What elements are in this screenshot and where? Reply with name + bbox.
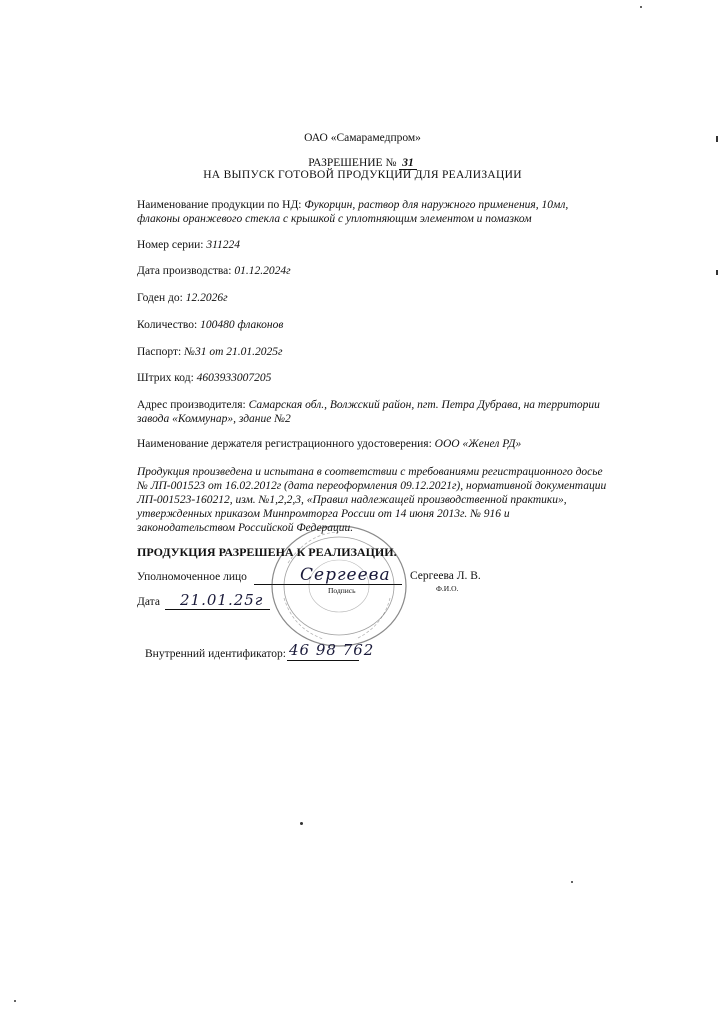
passport-row <box>137 346 283 358</box>
statement-line-1: Продукция произведена и испытана в соответствии с требованиями регистрационного досье <box>137 466 603 478</box>
expiry-row <box>137 292 228 304</box>
product-value-1: Фукорцин, раствор для наружного применения, 10мл, <box>304 199 569 211</box>
date-line <box>165 609 270 610</box>
product-label: Наименование продукции по НД: <box>137 199 302 211</box>
holder-row <box>137 438 521 450</box>
permit-subtitle: НА ВЫПУСК ГОТОВОЙ ПРОДУКЦИИ ДЛЯ РЕАЛИЗАЦИИ <box>203 169 522 181</box>
passport-label: Паспорт: <box>137 346 182 358</box>
production-date-value: 01.12.2024г <box>234 265 291 277</box>
production-date-label: Дата производства: <box>137 265 232 277</box>
series-value: 311224 <box>206 239 240 251</box>
barcode-label: Штрих код: <box>137 372 194 384</box>
holder-label: Наименование держателя регистрационного удостоверения: <box>137 438 432 450</box>
statement-line-5: законодательством Российской Федерации. <box>137 522 354 534</box>
address-label: Адрес производителя: <box>137 399 246 411</box>
series-row <box>137 239 240 251</box>
stamp-caption: Подпись <box>328 586 356 595</box>
passport-value: №31 от 21.01.2025г <box>184 346 283 358</box>
permit-title-prefix: РАЗРЕШЕНИЕ № <box>308 157 397 169</box>
signer-name: Сергеева Л. В. <box>410 570 481 582</box>
authorized-label: Уполномоченное лицо <box>137 571 247 583</box>
internal-id-label: Внутренний идентификатор: <box>145 648 286 660</box>
barcode-row <box>137 372 271 384</box>
approval-date: 21.01.25г <box>180 591 264 609</box>
internal-id-line <box>287 660 359 661</box>
scan-speck <box>716 136 718 142</box>
scan-speck <box>640 6 642 8</box>
permit-number: 31 <box>399 157 417 170</box>
approval-heading: ПРОДУКЦИЯ РАЗРЕШЕНА К РЕАЛИЗАЦИИ. <box>137 545 397 559</box>
product-name-line1 <box>137 199 568 211</box>
handwritten-signature: Сергеева <box>300 565 391 585</box>
address-value-2: завода «Коммунар», здание №2 <box>137 413 291 425</box>
scan-speck <box>571 881 573 883</box>
expiry-value: 12.2026г <box>185 292 228 304</box>
statement-line-3: ЛП-001523-160212, изм. №1,2,2,3, «Правил надлежащей производственной практики», <box>137 494 567 506</box>
quantity-label: Количество: <box>137 319 198 331</box>
date-label: Дата <box>137 596 160 608</box>
series-label: Номер серии: <box>137 239 204 251</box>
statement-line-2: № ЛП-001523 от 16.02.2012г (дата переоформления 09.12.2021г), нормативной документации <box>137 480 607 492</box>
production-date-row <box>137 265 291 277</box>
internal-id-value: 46 98 762 <box>289 641 375 659</box>
expiry-label: Годен до: <box>137 292 183 304</box>
address-line1 <box>137 399 600 411</box>
scan-speck <box>300 822 303 825</box>
address-value-1: Самарская обл., Волжский район, пгт. Петра Дубрава, на территории <box>248 399 600 411</box>
scan-speck <box>14 1000 16 1002</box>
quantity-value: 100480 флаконов <box>200 319 284 331</box>
barcode-value: 4603933007205 <box>196 372 272 384</box>
scan-speck <box>716 270 718 275</box>
product-value-2: флаконы оранжевого стекла с крышкой с уплотняющим элементом и помазком <box>137 213 532 225</box>
quantity-row <box>137 319 283 331</box>
statement-line-4: утвержденных приказом Минпромторга России от 14 июня 2013г. № 916 и <box>137 508 510 520</box>
holder-value: ООО «Женел РД» <box>434 438 522 450</box>
fio-caption: Ф.И.О. <box>436 584 459 593</box>
organization-name: ОАО «Самарамедпром» <box>304 132 421 144</box>
authorized-row <box>137 571 247 583</box>
